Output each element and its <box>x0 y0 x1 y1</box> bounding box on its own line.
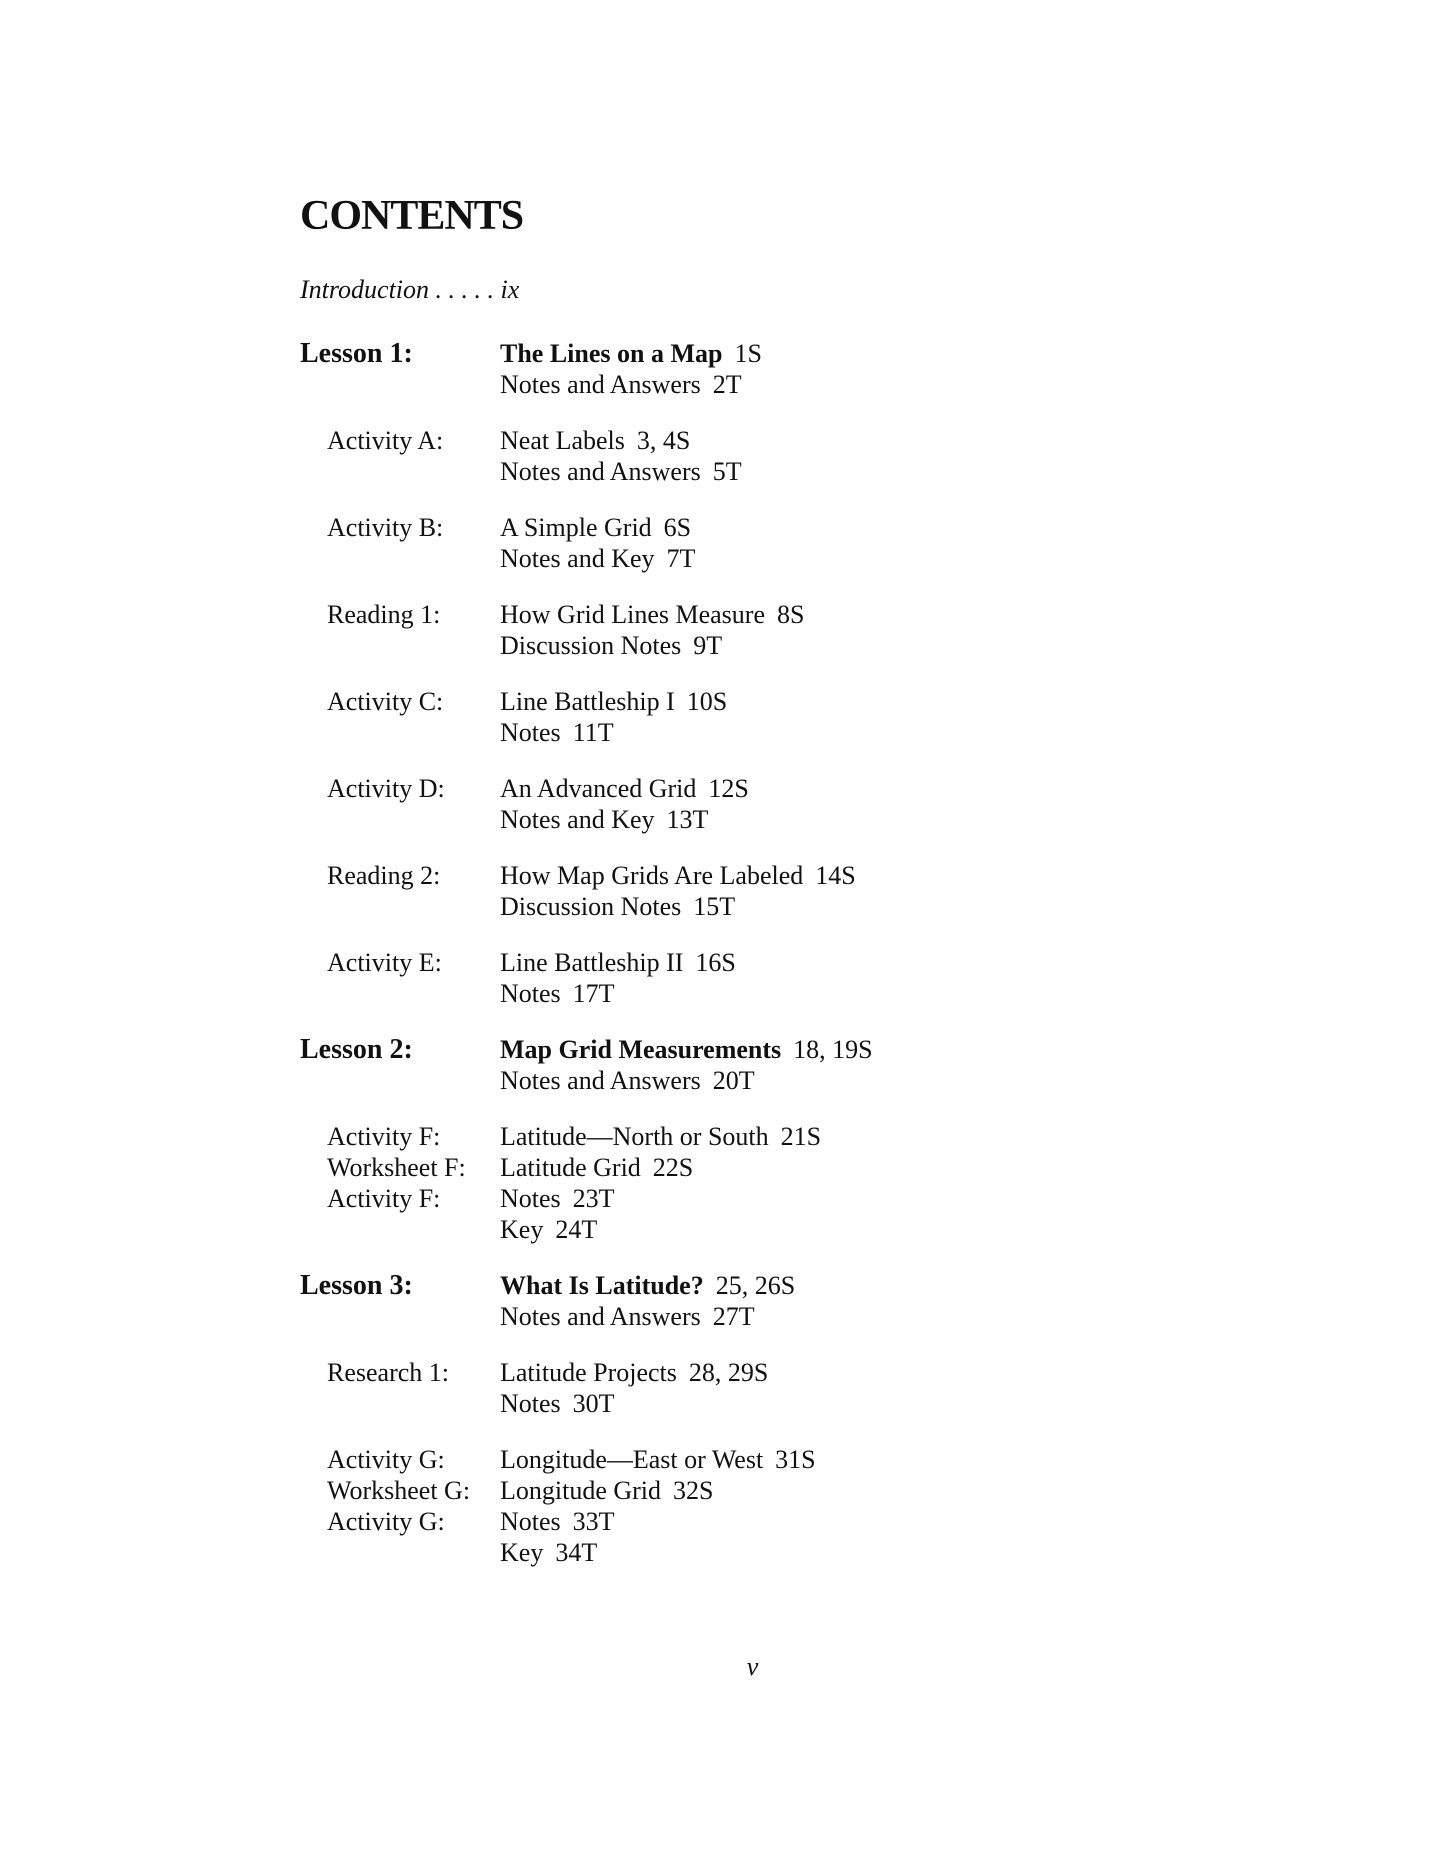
toc-lesson-entry <box>300 1270 1160 1332</box>
toc-line-page: 22S <box>652 1153 694 1182</box>
toc-entry <box>300 860 1160 922</box>
toc-entry <box>300 1121 1160 1245</box>
toc-entry <box>300 773 1160 835</box>
toc-line-title: How Map Grids Are Labeled <box>500 861 804 890</box>
toc-line-page: 13T <box>666 805 709 834</box>
toc-line-page: 1S <box>734 339 762 368</box>
toc-entry <box>300 947 1160 1009</box>
toc-line-title: Notes <box>500 1507 561 1536</box>
toc-entry-label: Activity E: <box>327 948 442 977</box>
toc-entry-lines <box>500 425 742 487</box>
toc-entry-labels <box>300 1444 500 1568</box>
toc-line <box>500 1183 821 1214</box>
toc-entry-label: Reading 2: <box>327 861 441 890</box>
toc-line-title: Notes <box>500 1389 561 1418</box>
toc-line-page: 31S <box>775 1445 816 1474</box>
toc-line <box>500 338 762 369</box>
toc-entry-lines <box>500 1034 873 1096</box>
toc-entry-label: Activity D: <box>327 774 445 803</box>
toc-line-page: 32S <box>673 1476 714 1505</box>
toc-line-title: A Simple Grid <box>500 513 652 542</box>
toc-line <box>500 978 736 1009</box>
toc-line <box>500 1065 873 1096</box>
toc-line <box>500 1537 816 1568</box>
toc-entry-label: Reading 1: <box>327 600 441 629</box>
toc-entry-labels <box>300 1121 500 1245</box>
toc-line-title: Longitude—East or West <box>500 1445 764 1474</box>
toc-line <box>500 1388 768 1419</box>
toc-line-title: An Advanced Grid <box>500 774 697 803</box>
toc-line-page: 20T <box>712 1066 755 1095</box>
toc-entry-label: Activity G: <box>327 1507 445 1536</box>
toc-entry-label: Worksheet G: <box>327 1476 471 1505</box>
introduction-label: Introduction <box>300 275 430 304</box>
toc-line-title: How Grid Lines Measure <box>500 600 765 629</box>
toc-entry-label: Research 1: <box>327 1358 450 1387</box>
toc-entry-lines <box>500 1444 816 1568</box>
toc-line-title: Key <box>500 1215 544 1244</box>
toc-list <box>300 338 1160 1568</box>
toc-entry-lines <box>500 599 804 661</box>
toc-line-title: Line Battleship II <box>500 948 684 977</box>
toc-line-title: Notes and Answers <box>500 1066 701 1095</box>
toc-entry-lines <box>500 1357 768 1419</box>
toc-line-title: Map Grid Measurements <box>500 1035 782 1064</box>
toc-line <box>500 860 856 891</box>
toc-line-page: 12S <box>708 774 749 803</box>
toc-line <box>500 717 727 748</box>
introduction-page: ix <box>500 275 520 304</box>
toc-entry <box>300 1357 1160 1419</box>
toc-line-title: Neat Labels <box>500 426 625 455</box>
toc-line <box>500 1357 768 1388</box>
toc-line-page: 5T <box>712 457 742 486</box>
toc-entry-label: Activity F: <box>327 1122 441 1151</box>
toc-entry-label: Activity B: <box>327 513 444 542</box>
toc-line <box>500 773 749 804</box>
toc-entry-lines <box>500 947 736 1009</box>
toc-entry-lines <box>500 860 856 922</box>
toc-line <box>500 686 727 717</box>
toc-line-page: 10S <box>686 687 728 716</box>
toc-line-title: Notes and Answers <box>500 457 701 486</box>
toc-line-title: Notes and Key <box>500 805 655 834</box>
toc-line-page: 17T <box>572 979 615 1008</box>
toc-line-page: 18, 19S <box>793 1035 873 1064</box>
toc-line-title: Latitude Grid <box>500 1153 641 1182</box>
toc-entry-label: Activity F: <box>327 1184 441 1213</box>
introduction-leader: . . . . . <box>429 275 501 304</box>
toc-entry-lines <box>500 338 762 400</box>
toc-entry <box>300 1444 1160 1568</box>
toc-line-page: 27T <box>712 1302 755 1331</box>
toc-line-page: 7T <box>666 544 696 573</box>
toc-line-page: 8S <box>777 600 805 629</box>
toc-entry-lines <box>500 686 727 748</box>
toc-line <box>500 630 804 661</box>
toc-line-title: Longitude Grid <box>500 1476 662 1505</box>
toc-line <box>500 947 736 978</box>
toc-entry-lines <box>500 1270 795 1332</box>
toc-line-page: 21S <box>780 1122 822 1151</box>
toc-line-page: 3, 4S <box>636 426 691 455</box>
toc-line-page: 14S <box>815 861 856 890</box>
toc-line-page: 30T <box>572 1389 615 1418</box>
toc-entry-label: Activity A: <box>327 426 444 455</box>
toc-lesson-entry <box>300 338 1160 400</box>
toc-entry <box>300 512 1160 574</box>
toc-lesson-entry <box>300 1034 1160 1096</box>
toc-entry-label: Activity C: <box>327 687 444 716</box>
toc-line <box>500 369 762 400</box>
toc-line-page: 16S <box>695 948 736 977</box>
toc-line-page: 6S <box>663 513 692 542</box>
toc-line-page: 33T <box>572 1507 615 1536</box>
toc-line-title: Notes <box>500 718 561 747</box>
page-number: v <box>746 1652 759 1681</box>
toc-line <box>500 425 742 456</box>
toc-entry <box>300 686 1160 748</box>
toc-line <box>500 543 695 574</box>
contents-page <box>300 190 1160 1593</box>
toc-entry <box>300 599 1160 661</box>
toc-line-page: 25, 26S <box>715 1271 796 1300</box>
toc-line <box>500 1270 795 1301</box>
toc-entry-label: Activity G: <box>327 1445 445 1474</box>
toc-line <box>500 1214 821 1245</box>
toc-entry-lines <box>500 1121 821 1245</box>
toc-line-page: 11T <box>572 718 614 747</box>
toc-line <box>500 512 695 543</box>
toc-entry-label: Worksheet F: <box>327 1153 466 1182</box>
toc-line-title: Notes <box>500 1184 561 1213</box>
toc-line <box>500 456 742 487</box>
toc-line <box>500 1444 816 1475</box>
toc-line-title: Notes <box>500 979 561 1008</box>
toc-line-page: 34T <box>555 1538 598 1567</box>
toc-line <box>500 599 804 630</box>
lesson-label: Lesson 2: <box>300 1034 413 1065</box>
toc-line-page: 15T <box>693 892 736 921</box>
toc-line <box>500 1121 821 1152</box>
toc-line-page: 28, 29S <box>688 1358 769 1387</box>
toc-line <box>500 1301 795 1332</box>
page-title: CONTENTS <box>300 193 524 239</box>
toc-line <box>500 1152 821 1183</box>
toc-line-page: 23T <box>572 1184 615 1213</box>
lesson-label: Lesson 3: <box>300 1270 413 1301</box>
toc-entry-lines <box>500 773 749 835</box>
toc-line-title: Notes and Key <box>500 544 655 573</box>
toc-line-page: 24T <box>555 1215 598 1244</box>
toc-line-title: Discussion Notes <box>500 892 682 921</box>
toc-line <box>500 1475 816 1506</box>
toc-line-title: Latitude—North or South <box>500 1122 769 1151</box>
toc-line <box>500 804 749 835</box>
toc-line-title: The Lines on a Map <box>500 339 723 368</box>
toc-entry-lines <box>500 512 695 574</box>
toc-line-title: Discussion Notes <box>500 631 682 660</box>
toc-line-title: Notes and Answers <box>500 370 701 399</box>
toc-entry <box>300 425 1160 487</box>
toc-line <box>500 1506 816 1537</box>
toc-line-page: 2T <box>712 370 742 399</box>
toc-line <box>500 891 856 922</box>
toc-line-page: 9T <box>693 631 723 660</box>
toc-line-title: Notes and Answers <box>500 1302 701 1331</box>
toc-line <box>500 1034 873 1065</box>
introduction-entry <box>300 272 1160 308</box>
toc-line-title: Key <box>500 1538 544 1567</box>
lesson-label: Lesson 1: <box>300 338 413 369</box>
toc-line-title: What Is Latitude? <box>500 1271 704 1300</box>
toc-line-title: Line Battleship I <box>500 687 675 716</box>
toc-line-title: Latitude Projects <box>500 1358 677 1387</box>
